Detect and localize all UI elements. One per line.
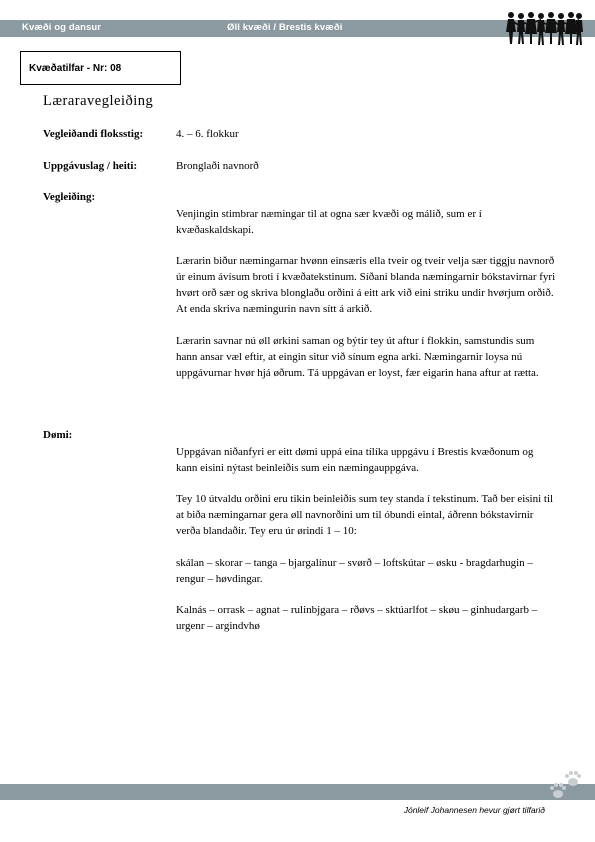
example-paragraph: skálan – skorar – tanga – bjargalínur – svørð – loftskútar – øsku - bragdarhugin – rengur – høvdingar. xyxy=(176,557,533,585)
guide-paragraph: Venjingin stimbrar næmingar til at ogna sær kvæði og málið, sum er í kvæðaskaldskapi. xyxy=(176,208,482,236)
page-heading: Læraravegleiðing xyxy=(43,93,154,109)
example-label: Dømi: xyxy=(43,429,73,441)
example-paragraph: Kalnás – orrask – agnat – rulinbjgara – rðøvs – sktúarlfot – skøu – ginhudargarb – urgenr – argindvhø xyxy=(176,604,538,632)
guide-paragraph: Lærarin biður næmingarnar hvønn einsæris ella tveir og tveir velja sær tiggju navnorð úr einum ávísum broti í kvæðatekstinum. Síðani blanda næmingarnir bókstavirnar fyri hvørt orð sær og skriva blonglaðu orðini á eitt ark við eini striku undir hvørjum orðið. At enda skriva næmingurin navn sítt á arkið. xyxy=(176,255,556,315)
dancers-icon xyxy=(505,10,583,48)
footer-credit: Jónleif Johannesen hevur gjørt tilfarið xyxy=(403,805,545,815)
task-value: Bronglaði navnorð xyxy=(176,160,259,172)
guide-label: Vegleiðing: xyxy=(43,191,96,203)
example-paragraph: Tey 10 útvaldu orðini eru tikin beinleiðis sum tey standa í tekstinum. Tað ber eisini til at biða næmingarnar gera øll navnorðini um til óbundi eintal, áðrenn bókstavirnir verða blandaðir. Tey eru úr ørindi 1 – 10: xyxy=(176,493,554,537)
header-center-title: Øll kvæði / Brestis kvæði xyxy=(227,22,343,33)
footer-bar xyxy=(0,784,595,800)
material-number-label: Kvæðatilfar - Nr: 08 xyxy=(29,63,122,74)
task-label: Uppgávuslag / heiti: xyxy=(43,160,138,172)
stage-value: 4. – 6. flokkur xyxy=(176,128,239,140)
stage-label: Vegleiðandi floksstig: xyxy=(43,128,144,140)
header-left-title: Kvæði og dansur xyxy=(22,22,102,33)
paw-prints-icon xyxy=(548,770,584,802)
material-number-box xyxy=(20,51,181,85)
guide-paragraph: Lærarin savnar nú øll ørkini saman og býtir tey út aftur í flokkin, samstundis sum hann ansar væl eftir, at eingin situr við sínum egna arki. Næmingarnir loysa nú uppgávurnar hvør hjá øðrum. Tá uppgávan er loyst, fær eigarin hana aftur at rætta. xyxy=(176,335,539,379)
example-paragraph: Uppgávan niðanfyri er eitt dømi uppá eina tílíka uppgávu í Brestis kvæðonum og kann eisini nýtast beinleiðis sum ein næmingauppgáva. xyxy=(176,446,534,474)
